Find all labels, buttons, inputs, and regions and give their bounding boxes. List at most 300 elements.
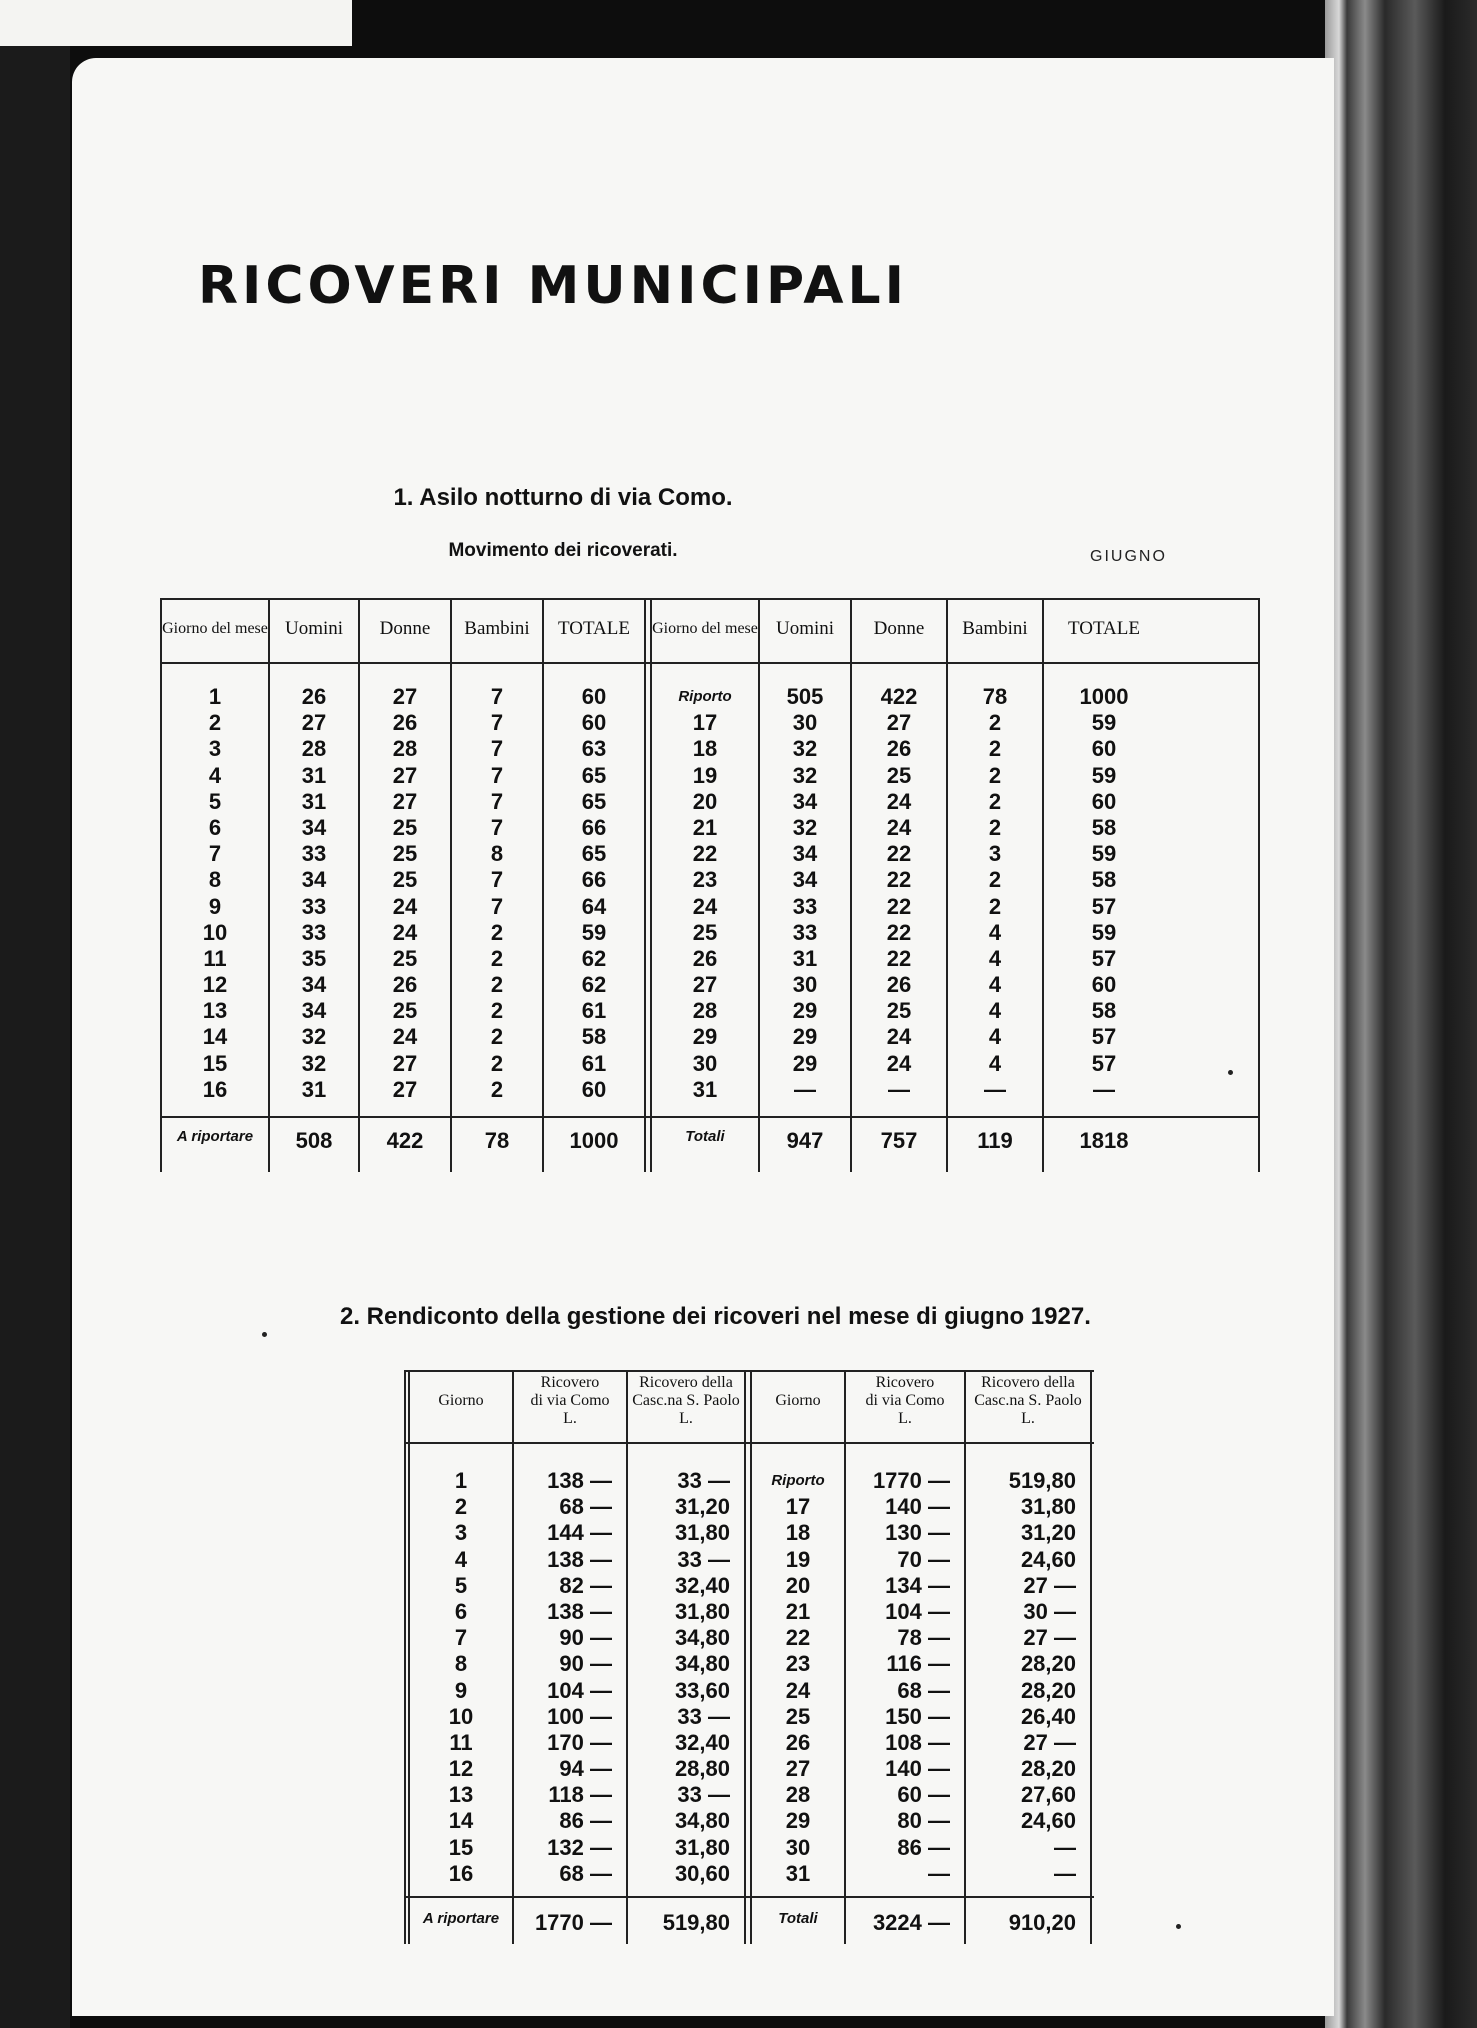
header-paolo-line1: Ricovero della bbox=[981, 1374, 1075, 1392]
table-cell: 2 bbox=[490, 919, 504, 945]
table-cell: 132 — bbox=[547, 1834, 612, 1860]
table-cell: 34,80 bbox=[674, 1808, 730, 1834]
table-cell: — bbox=[928, 1860, 950, 1886]
table-cell: 100 — bbox=[547, 1703, 612, 1729]
col-giorno-right bbox=[652, 598, 758, 1172]
table-cell: 27 bbox=[886, 710, 912, 736]
table-cell: 94 — bbox=[559, 1756, 612, 1782]
table-cell: 2 bbox=[208, 710, 222, 736]
table-cell: 170 — bbox=[547, 1729, 612, 1755]
header-bambini: Bambini bbox=[464, 618, 530, 640]
table-cell: 5 bbox=[208, 788, 222, 814]
table-cell: 28 bbox=[392, 736, 418, 762]
table-cell: 34 bbox=[301, 998, 327, 1024]
table-cell: 16 bbox=[202, 1076, 228, 1102]
table-cell: 2 bbox=[988, 788, 1002, 814]
table-cell: 57 bbox=[1091, 1024, 1117, 1050]
header-como bbox=[846, 1370, 964, 1432]
table-cell: 33 bbox=[792, 919, 818, 945]
table-cell: 26 bbox=[392, 710, 418, 736]
table-cell: 24 bbox=[692, 893, 718, 919]
table-cell: 8 bbox=[454, 1651, 468, 1677]
table-cell: 34 bbox=[301, 972, 327, 998]
table-cell: 28 bbox=[301, 736, 327, 762]
footer-uomini: 508 bbox=[295, 1128, 333, 1153]
table-cell: 108 — bbox=[885, 1729, 950, 1755]
table-cell: 30 bbox=[692, 1050, 718, 1076]
table-cell: — bbox=[1093, 1076, 1115, 1102]
table-cell: 78 bbox=[982, 684, 1008, 709]
table-cell: 4 bbox=[988, 1024, 1002, 1050]
table-cell: 80 — bbox=[897, 1808, 950, 1834]
table-cell: 30 bbox=[792, 710, 818, 736]
table-cell: 2 bbox=[988, 814, 1002, 840]
table-cell: 505 bbox=[786, 684, 824, 709]
table-cell: 11 bbox=[203, 945, 227, 971]
header-paolo bbox=[628, 1370, 744, 1432]
table-cell: 17 bbox=[692, 710, 718, 736]
table-cell: 29 bbox=[792, 998, 818, 1024]
table-cell: 1770 — bbox=[872, 1468, 950, 1493]
table-cell: 9 bbox=[454, 1677, 468, 1703]
table-cell: 9 bbox=[208, 893, 222, 919]
table-cell: 17 bbox=[785, 1494, 811, 1520]
table-cell: 7 bbox=[490, 710, 504, 736]
table-cell: 16 bbox=[448, 1860, 474, 1886]
table-cell: 25 bbox=[392, 867, 418, 893]
table-cell: 31 bbox=[301, 762, 327, 788]
table-cell: 104 — bbox=[885, 1598, 950, 1624]
table-cell: 58 bbox=[1091, 867, 1117, 893]
table-cell: 2 bbox=[490, 972, 504, 998]
table-cell: 26 bbox=[692, 945, 718, 971]
table-cell: 3 bbox=[454, 1520, 468, 1546]
table-cell: 144 — bbox=[547, 1520, 612, 1546]
footer-totale: 1818 bbox=[1079, 1128, 1129, 1153]
table-cell: 12 bbox=[202, 972, 228, 998]
table-cell: 22 bbox=[886, 893, 912, 919]
table-cell: 5 bbox=[454, 1572, 468, 1598]
footer-label: Totali bbox=[685, 1128, 725, 1145]
table-cell: 15 bbox=[202, 1050, 228, 1076]
table-cell: 4 bbox=[988, 919, 1002, 945]
header-donne: Donne bbox=[379, 618, 431, 640]
table-cell: — bbox=[1054, 1860, 1076, 1886]
table-cell: 62 bbox=[581, 972, 607, 998]
table-cell: 86 — bbox=[559, 1808, 612, 1834]
table-cell: 27 bbox=[392, 788, 418, 814]
table-rule bbox=[1090, 1370, 1092, 1944]
table-cell: 28,80 bbox=[674, 1756, 730, 1782]
col-giorno-left bbox=[162, 598, 268, 1172]
footer-bambini: 119 bbox=[977, 1128, 1013, 1153]
table-cell: 29 bbox=[785, 1808, 811, 1834]
table-cell: 4 bbox=[208, 762, 222, 788]
table-cell: 33 — bbox=[677, 1468, 730, 1493]
table-cell: 31,20 bbox=[1020, 1520, 1076, 1546]
table-cell: 7 bbox=[490, 788, 504, 814]
footer-como: 1770 — bbox=[534, 1910, 612, 1935]
col2-giorno-left bbox=[410, 1370, 512, 1944]
print-speck bbox=[1176, 1924, 1181, 1929]
table-cell: 20 bbox=[785, 1572, 811, 1598]
table-cell: 2 bbox=[988, 762, 1002, 788]
table-cell: 140 — bbox=[885, 1756, 950, 1782]
table-cell: 27 bbox=[301, 710, 327, 736]
table-cell: 31 bbox=[792, 945, 818, 971]
col2-paolo-right bbox=[966, 1370, 1090, 1944]
table-cell: 82 — bbox=[559, 1572, 612, 1598]
table-cell: 65 bbox=[581, 841, 607, 867]
table-cell: 34 bbox=[301, 814, 327, 840]
footer-label: A riportare bbox=[422, 1910, 500, 1927]
table-cell: 68 — bbox=[559, 1860, 612, 1886]
table-cell: Riporto bbox=[771, 1472, 825, 1489]
table-cell: 25 bbox=[785, 1703, 811, 1729]
table-cell: — bbox=[888, 1076, 910, 1102]
footer-paolo: 519,80 bbox=[662, 1910, 730, 1935]
table-cell: 25 bbox=[392, 841, 418, 867]
table-cell: 32,40 bbox=[674, 1572, 730, 1598]
header-bambini: Bambini bbox=[962, 618, 1028, 640]
table-cell: 26 bbox=[886, 736, 912, 762]
table-cell: 90 — bbox=[559, 1625, 612, 1651]
table-cell: 2 bbox=[454, 1494, 468, 1520]
header-como-line2: di via Como bbox=[865, 1392, 945, 1410]
table-cell: 86 — bbox=[897, 1834, 950, 1860]
table-cell: 30,60 bbox=[674, 1860, 730, 1886]
table-cell: 130 — bbox=[885, 1520, 950, 1546]
table-cell: 24,60 bbox=[1020, 1808, 1076, 1834]
table-cell: 24 bbox=[886, 1024, 912, 1050]
table-cell: 29 bbox=[792, 1050, 818, 1076]
table-cell: 26 bbox=[301, 684, 327, 709]
table-cell: 10 bbox=[448, 1703, 474, 1729]
table-cell: 3 bbox=[988, 841, 1002, 867]
footer-label: Totali bbox=[778, 1910, 818, 1927]
table-cell: 3 bbox=[208, 736, 222, 762]
header-paolo bbox=[966, 1370, 1090, 1432]
col2-paolo-left bbox=[628, 1370, 744, 1944]
table-cell: — bbox=[1054, 1834, 1076, 1860]
table-cell: 26 bbox=[886, 972, 912, 998]
table-cell: 11 bbox=[449, 1729, 473, 1755]
col-donne-left bbox=[360, 598, 450, 1172]
table-cell: 66 bbox=[581, 867, 607, 893]
header-giorno: Giorno bbox=[775, 1392, 821, 1410]
table-cell: 24,60 bbox=[1020, 1546, 1076, 1572]
table-cell: 29 bbox=[692, 1024, 718, 1050]
table-cell: 31 bbox=[301, 788, 327, 814]
section2-heading: 2. Rendiconto della gestione dei ricoveri nel mese di giugno 1927. bbox=[340, 1303, 1091, 1330]
section1-subheading: Movimento dei ricoverati. bbox=[448, 540, 678, 561]
table-cell: 22 bbox=[886, 841, 912, 867]
table-cell: 25 bbox=[392, 998, 418, 1024]
table-cell: 2 bbox=[988, 710, 1002, 736]
header-paolo-line1: Ricovero della bbox=[639, 1374, 733, 1392]
col2-como-left bbox=[514, 1370, 626, 1944]
table-cell: 13 bbox=[202, 998, 228, 1024]
header-como-line1: Ricovero bbox=[875, 1374, 935, 1392]
footer-label: A riportare bbox=[176, 1128, 254, 1145]
header-uomini: Uomini bbox=[775, 618, 835, 640]
scan-top-strip bbox=[0, 0, 352, 46]
table-cell: 24 bbox=[785, 1677, 811, 1703]
header-paolo-line2: Casc.na S. Paolo bbox=[632, 1392, 740, 1410]
table-cell: 28,20 bbox=[1020, 1651, 1076, 1677]
header-como-line1: Ricovero bbox=[540, 1374, 600, 1392]
table-cell: 31,80 bbox=[674, 1520, 730, 1546]
table-cell: 27 — bbox=[1023, 1625, 1076, 1651]
table-cell: 64 bbox=[581, 893, 607, 919]
table-cell: 24 bbox=[886, 788, 912, 814]
table-cell: 70 — bbox=[897, 1546, 950, 1572]
table-cell: 27 — bbox=[1023, 1572, 1076, 1598]
table-cell: 2 bbox=[490, 1024, 504, 1050]
header-unit: L. bbox=[1021, 1409, 1035, 1427]
col-uomini-right bbox=[760, 598, 850, 1172]
col2-giorno-right bbox=[752, 1370, 844, 1944]
table-cell: 26 bbox=[392, 972, 418, 998]
table-cell: 13 bbox=[448, 1782, 474, 1808]
table-cell: 7 bbox=[490, 762, 504, 788]
table-cell: 6 bbox=[208, 814, 222, 840]
table-cell: 4 bbox=[988, 1050, 1002, 1076]
table-cell: 19 bbox=[692, 762, 718, 788]
table-cell: 10 bbox=[202, 919, 228, 945]
table-cell: 29 bbox=[792, 1024, 818, 1050]
col-totale-left bbox=[544, 598, 644, 1172]
table-cell: 27 bbox=[785, 1756, 811, 1782]
table-cell: 19 bbox=[785, 1546, 811, 1572]
table-cell: 60 bbox=[1091, 972, 1117, 998]
table-cell: 23 bbox=[785, 1651, 811, 1677]
table-cell: 60 bbox=[581, 1076, 607, 1102]
table-cell: 7 bbox=[490, 736, 504, 762]
footer-bambini: 78 bbox=[484, 1128, 510, 1153]
table-cell: 31 bbox=[301, 1076, 327, 1102]
table-cell: 68 — bbox=[897, 1677, 950, 1703]
table-rule bbox=[744, 1370, 746, 1944]
table-cell: 519,80 bbox=[1008, 1468, 1076, 1493]
header-uomini: Uomini bbox=[284, 618, 344, 640]
rendiconto-table bbox=[404, 1370, 1094, 1944]
table-cell: 21 bbox=[692, 814, 718, 840]
table-cell: 27,60 bbox=[1020, 1782, 1076, 1808]
table-cell: 8 bbox=[490, 841, 504, 867]
table-cell: 26 bbox=[785, 1729, 811, 1755]
table-cell: 33 bbox=[301, 893, 327, 919]
table-cell: 22 bbox=[785, 1625, 811, 1651]
table-cell: 60 bbox=[581, 710, 607, 736]
header-como-line2: di via Como bbox=[530, 1392, 610, 1410]
table-cell: 2 bbox=[988, 893, 1002, 919]
table-cell: 27 bbox=[392, 1076, 418, 1102]
table-cell: 59 bbox=[1091, 762, 1117, 788]
table-cell: 30 — bbox=[1023, 1598, 1076, 1624]
table-cell: 18 bbox=[692, 736, 718, 762]
table-cell: 12 bbox=[448, 1756, 474, 1782]
table-cell: 7 bbox=[490, 684, 504, 709]
footer-paolo: 910,20 bbox=[1008, 1910, 1076, 1935]
table-cell: 35 bbox=[301, 945, 327, 971]
table-cell: 28,20 bbox=[1020, 1756, 1076, 1782]
table-cell: 2 bbox=[490, 998, 504, 1024]
table-cell: 22 bbox=[886, 919, 912, 945]
table-cell: 58 bbox=[1091, 998, 1117, 1024]
header-giorno: Giorno bbox=[438, 1392, 484, 1410]
table-cell: 61 bbox=[581, 1050, 607, 1076]
table-cell: 6 bbox=[454, 1598, 468, 1624]
table-cell: 2 bbox=[988, 867, 1002, 893]
table-cell: 422 bbox=[880, 684, 918, 709]
scan-left-edge bbox=[0, 46, 70, 2028]
footer-como: 3224 — bbox=[872, 1910, 950, 1935]
table-cell: 21 bbox=[785, 1598, 811, 1624]
table-cell: 7 bbox=[454, 1625, 468, 1651]
table-cell: 33 bbox=[301, 919, 327, 945]
col-uomini-left bbox=[270, 598, 358, 1172]
table-cell: 34 bbox=[792, 841, 818, 867]
table-cell: 63 bbox=[581, 736, 607, 762]
table-cell: 118 — bbox=[548, 1782, 612, 1808]
table-cell: 28 bbox=[785, 1782, 811, 1808]
table-cell: 30 bbox=[785, 1834, 811, 1860]
table-cell: 31,20 bbox=[674, 1494, 730, 1520]
table-cell: 57 bbox=[1091, 945, 1117, 971]
book-spine-edge bbox=[1325, 0, 1477, 2028]
table-cell: 65 bbox=[581, 762, 607, 788]
table-cell: 32 bbox=[792, 762, 818, 788]
month-label: GIUGNO bbox=[1090, 548, 1167, 565]
table-cell: 2 bbox=[490, 1050, 504, 1076]
header-como bbox=[514, 1370, 626, 1432]
table-cell: 25 bbox=[692, 919, 718, 945]
header-totale: TOTALE bbox=[1067, 618, 1140, 640]
header-paolo-line2: Casc.na S. Paolo bbox=[974, 1392, 1082, 1410]
table-cell: 60 — bbox=[897, 1782, 950, 1808]
table-rule bbox=[1258, 598, 1260, 1172]
table-cell: 58 bbox=[581, 1024, 607, 1050]
footer-totale: 1000 bbox=[569, 1128, 619, 1153]
table-cell: 31 bbox=[692, 1076, 718, 1102]
table-cell: 24 bbox=[392, 919, 418, 945]
table-cell: 25 bbox=[886, 762, 912, 788]
table-cell: 62 bbox=[581, 945, 607, 971]
table-cell: 134 — bbox=[885, 1572, 950, 1598]
table-cell: 33 bbox=[301, 841, 327, 867]
table-cell: 68 — bbox=[559, 1494, 612, 1520]
table-cell: 2 bbox=[490, 945, 504, 971]
table-cell: 59 bbox=[1091, 710, 1117, 736]
table-cell: 138 — bbox=[547, 1468, 612, 1493]
header-totale: TOTALE bbox=[557, 618, 630, 640]
table-cell: 24 bbox=[886, 1050, 912, 1076]
print-speck bbox=[1228, 1070, 1233, 1075]
table-cell: 20 bbox=[692, 788, 718, 814]
table-cell: 32,40 bbox=[674, 1729, 730, 1755]
table-cell: 27 bbox=[392, 684, 418, 709]
table-cell: — bbox=[984, 1076, 1006, 1102]
table-cell: 104 — bbox=[547, 1677, 612, 1703]
table-cell: 31,80 bbox=[674, 1598, 730, 1624]
section1-heading: 1. Asilo notturno di via Como. bbox=[393, 484, 733, 511]
table-cell: 24 bbox=[392, 893, 418, 919]
table-rule bbox=[644, 598, 646, 1172]
table-cell: 57 bbox=[1091, 1050, 1117, 1076]
table-cell: 25 bbox=[392, 945, 418, 971]
table-cell: 8 bbox=[208, 867, 222, 893]
table-rule bbox=[404, 1370, 406, 1944]
footer-uomini: 947 bbox=[786, 1128, 824, 1153]
col2-como-right bbox=[846, 1370, 964, 1944]
table-cell: 31 bbox=[785, 1860, 811, 1886]
table-cell: 33,60 bbox=[674, 1677, 730, 1703]
table-cell: 22 bbox=[692, 841, 718, 867]
table-cell: 2 bbox=[490, 1076, 504, 1102]
table-cell: 59 bbox=[581, 919, 607, 945]
table-cell: 4 bbox=[988, 998, 1002, 1024]
table-cell: 60 bbox=[1091, 788, 1117, 814]
table-cell: 32 bbox=[792, 736, 818, 762]
table-cell: 59 bbox=[1091, 841, 1117, 867]
print-speck bbox=[262, 1332, 267, 1337]
header-unit: L. bbox=[898, 1409, 912, 1427]
table-cell: 30 bbox=[792, 972, 818, 998]
col-donne-right bbox=[852, 598, 946, 1172]
table-cell: 1 bbox=[208, 684, 222, 709]
table-cell: 33 — bbox=[677, 1703, 730, 1729]
table-cell: 61 bbox=[581, 998, 607, 1024]
table-cell: 27 bbox=[392, 762, 418, 788]
table-cell: 23 bbox=[692, 867, 718, 893]
table-cell: 33 bbox=[792, 893, 818, 919]
table-cell: 18 bbox=[785, 1520, 811, 1546]
table-cell: 1000 bbox=[1079, 684, 1129, 709]
table-cell: 25 bbox=[392, 814, 418, 840]
table-cell: 22 bbox=[886, 867, 912, 893]
table-cell: 34,80 bbox=[674, 1625, 730, 1651]
table-cell: 34 bbox=[301, 867, 327, 893]
table-cell: 7 bbox=[208, 841, 222, 867]
table-cell: Riporto bbox=[678, 688, 732, 705]
footer-donne: 422 bbox=[386, 1128, 424, 1153]
footer-donne: 757 bbox=[880, 1128, 918, 1153]
table-cell: 78 — bbox=[897, 1625, 950, 1651]
table-cell: 7 bbox=[490, 867, 504, 893]
table-cell: 4 bbox=[988, 972, 1002, 998]
ricoverati-table bbox=[160, 598, 1260, 1172]
table-cell: 90 — bbox=[559, 1651, 612, 1677]
table-cell: 15 bbox=[448, 1834, 474, 1860]
header-unit: L. bbox=[679, 1409, 693, 1427]
table-cell: 31,80 bbox=[674, 1834, 730, 1860]
table-cell: 25 bbox=[886, 998, 912, 1024]
table-cell: 65 bbox=[581, 788, 607, 814]
table-cell: 58 bbox=[1091, 814, 1117, 840]
table-cell: 27 bbox=[692, 972, 718, 998]
header-giorno: Giorno del mese bbox=[162, 619, 268, 637]
table-cell: 138 — bbox=[547, 1598, 612, 1624]
table-cell: 2 bbox=[988, 736, 1002, 762]
table-cell: 33 — bbox=[677, 1546, 730, 1572]
table-cell: 60 bbox=[1091, 736, 1117, 762]
col-bambini-left bbox=[452, 598, 542, 1172]
col-bambini-right bbox=[948, 598, 1042, 1172]
table-cell: 26,40 bbox=[1020, 1703, 1076, 1729]
table-cell: 4 bbox=[988, 945, 1002, 971]
table-cell: — bbox=[794, 1076, 816, 1102]
